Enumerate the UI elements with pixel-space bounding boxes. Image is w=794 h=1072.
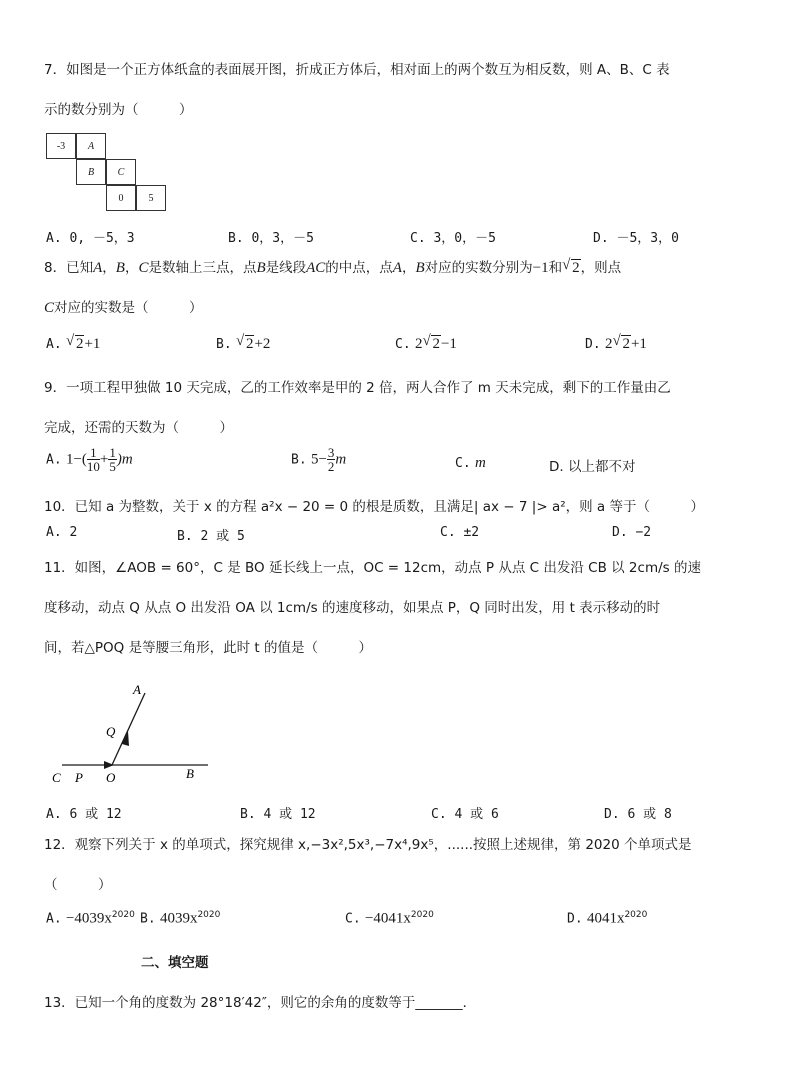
cube-net-figure — [46, 133, 170, 219]
q8-option-c: C. 2 √ 2−1 — [395, 333, 457, 352]
net-cell-A: A — [76, 133, 106, 159]
label-p: P — [75, 770, 83, 785]
q10-option-d: D. −2 — [612, 525, 652, 540]
q9-option-b: B. 5− $\frac{3}{2}$ m — [291, 445, 347, 474]
label-a: A — [133, 682, 141, 697]
arrow-q-icon — [122, 731, 129, 746]
arrow-p-icon — [104, 761, 114, 769]
q9-stem-line1: 9．一项工程甲独做 10 天完成，乙的工作效率是甲的 2 倍，两人合作了 m 天未完成，剩下的工作量由乙 — [44, 380, 671, 396]
net-cell-0: 0 — [106, 185, 136, 211]
q12-option-b: B. $4039x^{2020}$ — [140, 910, 221, 927]
q11-option-b: B. 4 或 12 — [240, 807, 316, 822]
q10-stem: 10．已知 a 为整数，关于 x 的方程 a²x − 20 = 0 的根是质数，且满足| ax − 7 |> a²，则 a 等于（ ） — [44, 499, 704, 515]
q7-option-b: B. 0，3，－5 — [228, 231, 314, 246]
q12-option-c: C. $-4041x^{2020}$ — [345, 910, 434, 927]
q7-stem-line2: 示的数分别为（ ） — [44, 102, 193, 118]
net-cell-B: B — [76, 159, 106, 185]
q7-stem-line1: 7．如图是一个正方体纸盒的表面展开图，折成正方体后，相对面上的两个数互为相反数，则 A、B、C 表 — [44, 62, 670, 78]
net-cell-C: C — [106, 159, 136, 185]
q7-option-a: A. 0, －5，3 — [46, 231, 135, 246]
label-o: O — [106, 770, 116, 785]
label-q: Q — [106, 724, 116, 739]
q9-option-a: A. 1−( $\frac{1}{10}$ + $\frac{1}{5}$ )m — [46, 445, 133, 474]
angle-figure — [40, 676, 220, 786]
q11-stem-line3: 间，若△POQ 是等腰三角形，此时 t 的值是（ ） — [44, 640, 372, 656]
q10-option-a: A. 2 — [46, 525, 78, 540]
net-cell-5: 5 — [136, 185, 166, 211]
q8-option-a: A. √ 2+1 — [46, 333, 101, 352]
q11-option-d: D. 6 或 8 — [604, 807, 672, 822]
q11-stem-line1: 11．如图，∠AOB = 60°，C 是 BO 延长线上一点，OC = 12cm，动点 P 从点 C 出发沿 CB 以 2cm/s 的速 — [44, 560, 701, 576]
net-cell-neg3: -3 — [46, 133, 76, 159]
q12-stem-line1: 12．观察下列关于 x 的单项式，探究规律 x,−3x²,5x³,−7x⁴,9x⁵，......按照上述规律，第 2020 个单项式是 — [44, 837, 692, 853]
q9-stem-line2: 完成，还需的天数为（ ） — [44, 420, 233, 436]
q8-stem-line2: C对应的实数是（ ） — [44, 300, 203, 316]
q10-option-b: B. 2 或 5 — [177, 529, 245, 544]
q8-option-d: D. 2 √ 2+1 — [585, 333, 647, 352]
q7-option-d: D. －5，3，0 — [593, 231, 679, 246]
ray-oa — [112, 693, 145, 765]
label-b: B — [186, 766, 194, 781]
q8-option-b: B. √ 2+2 — [216, 333, 271, 352]
q12-option-a: A. $-4039x^{2020}$ — [46, 910, 135, 927]
q12-stem-line2: （ ） — [44, 877, 112, 893]
label-c: C — [52, 770, 61, 785]
q7-option-c: C. 3，0，－5 — [410, 231, 496, 246]
q13-stem: 13．已知一个角的度数为 28°18′42″，则它的余角的度数等于_______． — [44, 995, 477, 1011]
q11-stem-line2: 度移动，动点 Q 从点 O 出发沿 OA 以 1cm/s 的速度移动，如果点 P，Q 同时出发，用 t 表示移动的时 — [44, 600, 661, 616]
section-heading-fill-blank: 二、填空题 — [141, 955, 209, 971]
q10-option-c: C. ±2 — [440, 525, 480, 540]
q9-option-c: C. m — [455, 455, 486, 471]
q11-option-a: A. 6 或 12 — [46, 807, 122, 822]
q12-option-d: D. $4041x^{2020}$ — [567, 910, 648, 927]
q11-option-c: C. 4 或 6 — [431, 807, 499, 822]
q8-stem-line1: 8．已知A，B，C是数轴上三点，点B是线段AC的中点，点A，B对应的实数分别为−1和 √ 2，则点 — [44, 257, 622, 276]
q9-option-d: D. 以上都不对 — [549, 459, 636, 475]
